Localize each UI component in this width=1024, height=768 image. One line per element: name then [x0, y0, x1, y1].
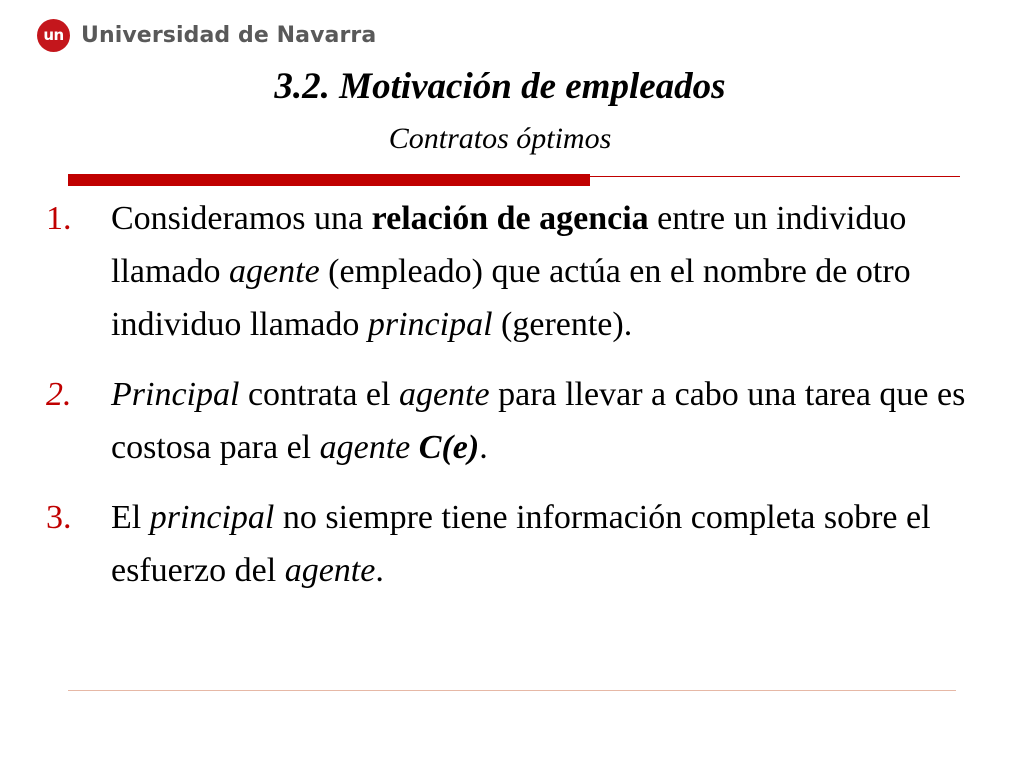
logo-mark: un: [37, 19, 70, 52]
text-run: El: [111, 499, 150, 536]
text-run: contrata el: [239, 376, 399, 413]
emphasis-italic: agente: [229, 253, 320, 290]
list-item-1: [46, 192, 986, 351]
text-run: entre un individuo llamado: [111, 200, 907, 290]
list-number: 3.: [46, 499, 72, 536]
text-run: .: [479, 429, 488, 466]
footer-divider: [68, 690, 956, 691]
list-item-2: [46, 368, 986, 474]
slide-subtitle: Contratos óptimos: [388, 122, 612, 155]
text-run: no siempre tiene información completa sobre el esfuerzo del: [111, 499, 931, 589]
emphasis-italic: principal: [367, 306, 493, 343]
emphasis-italic: agente: [319, 429, 411, 466]
numbered-list: [46, 192, 986, 614]
list-item-text: [111, 192, 986, 351]
emphasis-italic: principal: [149, 499, 275, 536]
list-number: 1.: [46, 200, 72, 237]
emphasis-italic: agente: [398, 376, 490, 413]
list-item-text: [111, 491, 986, 597]
logo-text: Universidad de Navarra: [81, 22, 377, 48]
list-item-text: [111, 368, 986, 474]
title-divider-thick: [68, 174, 590, 186]
emphasis-italic: Principal: [111, 376, 240, 413]
list-number: 2.: [46, 376, 72, 413]
text-run: Consideramos una: [111, 200, 372, 237]
emphasis-italic: agente: [284, 552, 376, 589]
text-run: .: [375, 552, 384, 589]
title-divider-thin: [590, 176, 960, 177]
text-run: para llevar a cabo una tarea que es costosa para el: [111, 376, 966, 466]
slide-title: 3.2. Motivación de empleados: [274, 66, 726, 107]
emphasis-bold: relación de agencia: [371, 200, 649, 237]
text-run: [410, 429, 419, 466]
text-run: (gerente).: [492, 306, 633, 343]
university-logo: [37, 18, 376, 52]
text-run: (empleado) que actúa en el nombre de otro individuo llamado: [111, 253, 911, 343]
cost-function: C(e): [418, 429, 480, 466]
list-item-3: [46, 491, 986, 597]
